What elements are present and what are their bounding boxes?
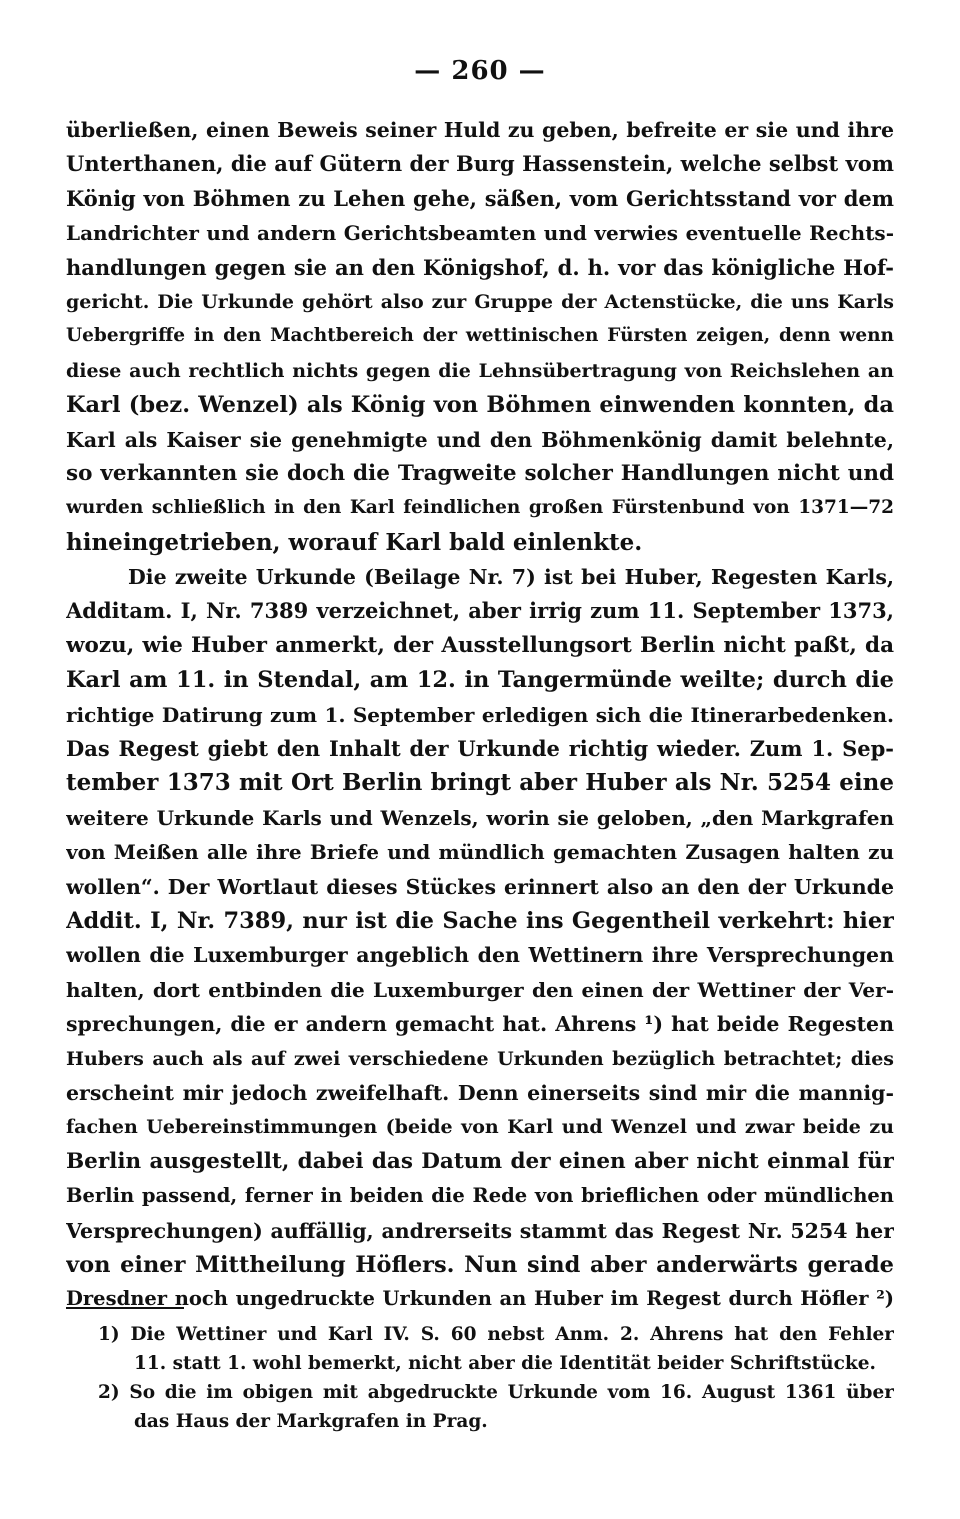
text-line: überließen, einen Beweis seiner Huld zu geben, befreite er sie und ihre (66, 118, 894, 142)
text-line: von Meißen alle ihre Briefe und mündlich gemachten Zusagen halten zu (66, 840, 894, 865)
text-line: richtige Datirung zum 1. September erledigen sich die Itinerarbedenken. (66, 702, 894, 727)
footnote-divider (66, 1307, 184, 1309)
text-line: Karl (bez. Wenzel) als König von Böhmen einwenden konnten, da (66, 392, 894, 419)
text-line: erscheint mir jedoch zweifelhaft. Denn einerseits sind mir die mannig- (66, 1080, 894, 1105)
text-line: so verkannten sie doch die Tragweite solcher Handlungen nicht und (66, 460, 894, 486)
text-line: hineingetrieben, worauf Karl bald einlenkte. (66, 528, 643, 556)
footnote-1-continuation: 11. statt 1. wohl bemerkt, nicht aber die Identität beider Schriftstücke. (134, 1353, 876, 1374)
footnote-2-continuation: das Haus der Markgrafen in Prag. (134, 1411, 488, 1432)
text-line: wozu, wie Huber anmerkt, der Ausstellungsort Berlin nicht paßt, da (66, 632, 894, 658)
text-line: Berlin ausgestellt, dabei das Datum der einen aber nicht einmal für (66, 1148, 894, 1174)
text-line: König von Böhmen zu Lehen gehe, säßen, vom Gerichtsstand vor dem (66, 185, 894, 211)
text-line: Additam. I, Nr. 7389 verzeichnet, aber irrig zum 11. September 1373, (66, 598, 894, 624)
body-text (66, 113, 894, 1317)
text-line: Das Regest giebt den Inhalt der Urkunde richtig wieder. Zum 1. Sep- (66, 736, 894, 762)
text-line: wollen die Luxemburger angeblich den Wettinern ihre Versprechungen (66, 943, 894, 968)
text-line: Unterthanen, die auf Gütern der Burg Hassenstein, welche selbst vom (66, 151, 894, 177)
text-line: gericht. Die Urkunde gehört also zur Gruppe der Actenstücke, die uns Karls (66, 290, 894, 313)
text-line: Uebergriffe in den Machtbereich der wettinischen Fürsten zeigen, denn wenn (66, 325, 894, 347)
text-line: Karl am 11. in Stendal, am 12. in Tangermünde weilte; durch die (66, 667, 894, 694)
paragraph-start-line: Die zweite Urkunde (Beilage Nr. 7) ist bei Huber, Regesten Karls, (128, 565, 894, 590)
text-line: Versprechungen) auffällig, andrerseits stammt das Regest Nr. 5254 her (66, 1218, 894, 1243)
text-line: von einer Mittheilung Höflers. Nun sind aber anderwärts gerade (66, 1251, 894, 1278)
text-line: Landrichter und andern Gerichtsbeamten und verwies eventuelle Rechts- (66, 221, 894, 246)
footnote-1: 1) Die Wettiner und Karl IV. S. 60 nebst Anm. 2. Ahrens hat den Fehler (98, 1324, 894, 1345)
text-line: Karl als Kaiser sie genehmigte und den Böhmenkönig damit belehnte, (66, 427, 894, 452)
text-line: halten, dort entbinden die Luxemburger den einen der Wettiner der Ver- (66, 977, 894, 1002)
text-line: Addit. I, Nr. 7389, nur ist die Sache ins Gegentheil verkehrt: hier (66, 907, 894, 934)
text-line: diese auch rechtlich nichts gegen die Lehnsübertragung von Reichslehen an (66, 359, 894, 382)
text-line: wollen“. Der Wortlaut dieses Stückes erinnert also an den der Urkunde (66, 874, 894, 899)
text-line: fachen Uebereinstimmungen (beide von Karl und Wenzel und zwar beide zu (66, 1116, 894, 1139)
text-line: wurden schließlich in den Karl feindlichen großen Fürstenbund von 1371—72 (66, 497, 894, 519)
footnote-2: 2) So die im obigen mit abgedruckte Urkunde vom 16. August 1361 über (98, 1382, 894, 1403)
page-number: — 260 — (414, 56, 546, 86)
text-line: sprechungen, die er andern gemacht hat. Ahrens ¹) hat beide Regesten (66, 1012, 894, 1037)
text-line: tember 1373 mit Ort Berlin bringt aber Huber als Nr. 5254 eine (66, 769, 894, 797)
text-line: handlungen gegen sie an den Königshof, d. h. vor das königliche Hof- (66, 254, 894, 280)
text-line: Berlin passend, ferner in beiden die Rede von brieflichen oder mündlichen (66, 1184, 894, 1208)
text-line: Hubers auch als auf zwei verschiedene Urkunden bezüglich betrachtet; dies (66, 1047, 894, 1070)
text-line: weitere Urkunde Karls und Wenzels, worin sie geloben, „den Markgrafen (66, 805, 894, 830)
footnotes (66, 1320, 894, 1436)
text-line: Dresdner noch ungedruckte Urkunden an Huber im Regest durch Höfler ²) (66, 1287, 894, 1311)
